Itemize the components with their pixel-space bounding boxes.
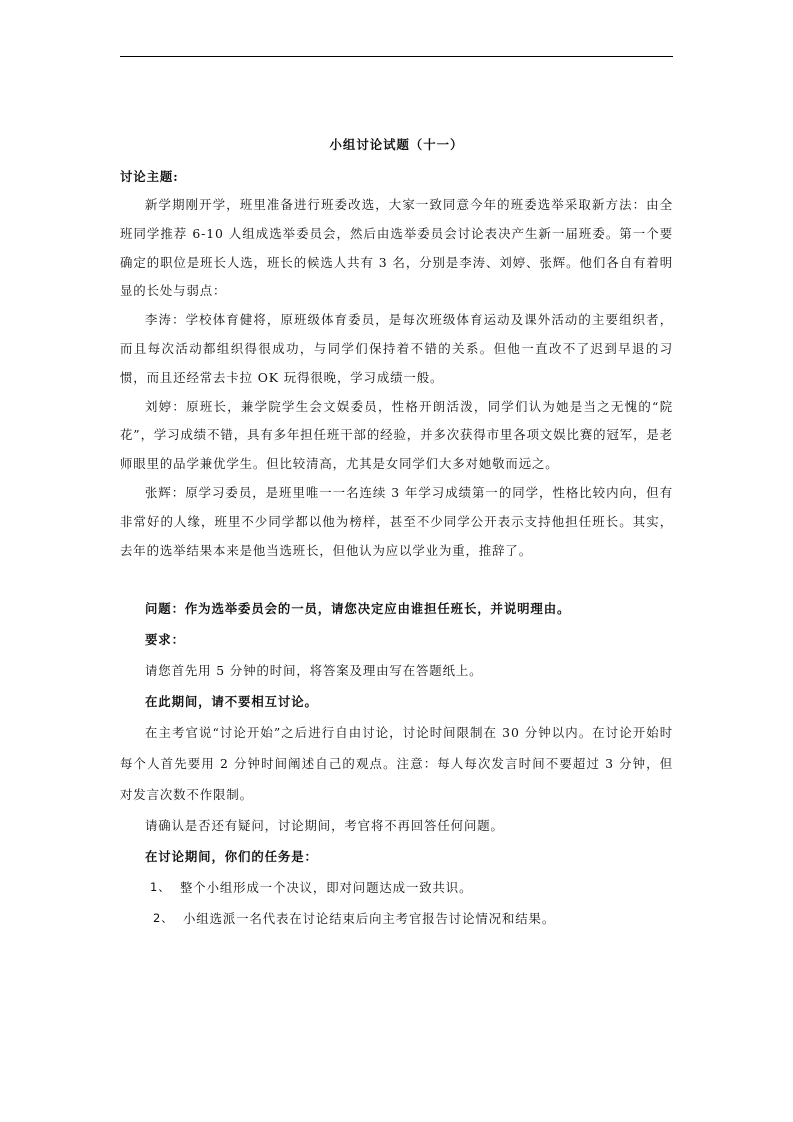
task-item-2 [120, 903, 673, 934]
task-number: 1、 [150, 880, 171, 895]
instruction-questions: 请确认是否还有疑问，讨论期间，考官将不再回答任何问题。 [145, 818, 504, 834]
task-item-1 [120, 872, 673, 903]
instruction-write-answer: 请您首先用 5 分钟的时间，将答案及理由写在答题纸上。 [145, 663, 483, 679]
document-body [120, 128, 673, 934]
requirements-label: 要求： [145, 632, 185, 648]
topic-label: 讨论主题: [120, 169, 179, 184]
question-text: 问题：作为选举委员会的一员，请您决定应由谁担任班长，并说明理由。 [145, 601, 571, 617]
task-text: 小组选派一名代表在讨论结束后向主考官报告讨论情况和结果。 [183, 911, 556, 927]
document-title: 小组讨论试题（十一） [329, 137, 464, 152]
header-rule [120, 56, 673, 57]
instruction-no-discussion: 在此期间，请不要相互讨论。 [145, 694, 318, 710]
instruction-discussion-rules: 在主考官说“讨论开始”之后进行自由讨论，讨论时间限制在 30 分钟以内。在讨论开始时每个人首先要用 2 分钟时间阐述自己的观点。注意：每人每次发言时间不要超过 3 分钟，但对发言次数不作限制。 [120, 725, 673, 803]
spacer [120, 565, 673, 593]
task-text: 整个小组形成一个决议，即对问题达成一致共识。 [180, 880, 473, 896]
task-number: 2、 [153, 911, 174, 926]
candidate-paragraph-zhang-hui: 张辉：原学习委员，是班里唯一一名连续 3 年学习成绩第一的同学，性格比较内向，但有非常好的人缘，班里不少同学都以他为榜样，甚至不少同学公开表示支持他担任班长。其实，去年的选举结果本来是他当选班长，但他认为应以学业为重，推辞了。 [120, 484, 673, 558]
candidate-paragraph-li-tao: 李涛：学校体育健将，原班级体育委员，是每次班级体育运动及课外活动的主要组织者，而且每次活动都组织得很成功，与同学们保持着不错的关系。但他一直改不了迟到早退的习惯，而且还经常去卡拉 OK 玩得很晚，学习成绩一般。 [120, 312, 673, 385]
intro-paragraph: 新学期刚开学，班里准备进行班委改选，大家一致同意今年的班委选举采取新方法：由全班同学推荐 6-10 人组成选举委员会，然后由选举委员会讨论表决产生新一届班委。第一个要确定的职位是班长人选，班长的候选人共有 3 名，分别是李涛、刘婷、张辉。他们各自有着明显的长处与弱点： [120, 197, 673, 299]
tasks-label: 在讨论期间，你们的任务是： [145, 849, 318, 865]
candidate-paragraph-liu-ting: 刘婷：原班长，兼学院学生会文娱委员，性格开朗活泼，同学们认为她是当之无愧的“院花”，学习成绩不错，具有多年担任班干部的经验，并多次获得市里各项文娱比赛的冠军，是老师眼里的品学兼优学生。但比较清高，尤其是女同学们大多对她敬而远之。 [120, 398, 673, 472]
